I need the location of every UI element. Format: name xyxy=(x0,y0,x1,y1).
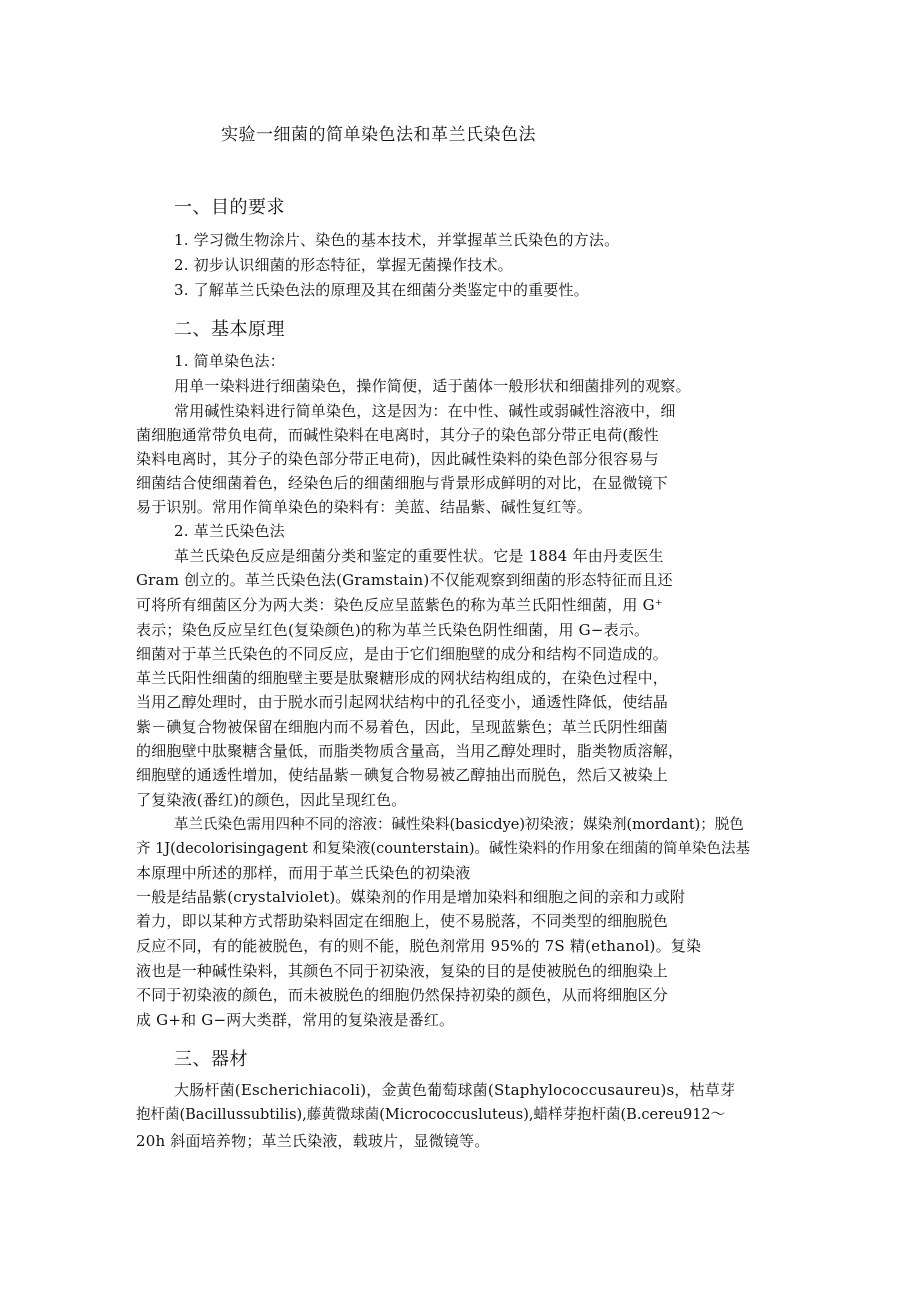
paragraph-line: 可将所有细菌区分为两大类：染色反应呈蓝紫色的称为革兰氏阳性细菌，用 G⁺ xyxy=(136,596,663,614)
paragraph-line: 紫－碘复合物被保留在细胞内而不易着色，因此，呈现蓝紫色；革兰氏阴性细菌 xyxy=(136,718,669,736)
section-heading-materials: 三、器材 xyxy=(174,1049,248,1070)
paragraph-line: 革兰氏染色反应是细菌分类和鉴定的重要性状。它是 1884 年由丹麦医生 xyxy=(174,547,664,565)
paragraph-line: 用单一染料进行细菌染色，操作简便，适于菌体一般形状和细菌排列的观察。 xyxy=(174,377,691,395)
paragraph-line: 不同于初染液的颜色，而未被脱色的细胞仍然保持初染的颜色，从而将细胞区分 xyxy=(136,986,669,1004)
subheading-gram-stain: 2. 革兰氏染色法 xyxy=(174,522,285,540)
goal-item: 1. 学习微生物涂片、染色的基本技术，并掌握革兰氏染色的方法。 xyxy=(174,231,620,249)
paragraph-line: 齐 1J(decolorisingagent 和复染液(counterstain)。碱性染料的作用象在细菌的简单染色法基 xyxy=(136,841,751,857)
paragraph-line: 革兰氏染色需用四种不同的溶液：碱性染料(basicdye)初染液；媒染剂(mordant)；脱色 xyxy=(174,817,744,833)
paragraph-line: 的细胞壁中肽聚糖含量低，而脂类物质含量高，当用乙醇处理时，脂类物质溶解， xyxy=(136,742,684,760)
paragraph-line: Gram 创立的。革兰氏染色法(Gramstain)不仅能观察到细菌的形态特征而且还 xyxy=(136,571,673,589)
materials-line: 抱杆菌(Bacillussubtilis),藤黄微球菌(Micrococcusluteus),蜡样芽抱杆菌(B.cereu912～ xyxy=(136,1107,726,1123)
paragraph-line: 当用乙醇处理时，由于脱水而引起网状结构中的孔径变小，通透性降低，使结晶 xyxy=(136,693,669,711)
subheading-simple-stain: 1. 简单染色法： xyxy=(174,352,285,370)
paragraph-line: 易于识别。常用作简单染色的染料有：美蓝、结晶紫、碱性复红等。 xyxy=(136,498,593,516)
paragraph-line: 细菌对于革兰氏染色的不同反应，是由于它们细胞壁的成分和结构不同造成的。 xyxy=(136,645,669,663)
paragraph-line: 染料电离时，其分子的染色部分带正电荷)，因此碱性染料的染色部分很容易与 xyxy=(136,450,659,468)
paragraph-line: 液也是一种碱性染料，其颜色不同于初染液，复染的目的是使被脱色的细胞染上 xyxy=(136,962,669,980)
section-heading-principle: 二、基本原理 xyxy=(174,319,285,340)
paragraph-line: 细胞壁的通透性增加，使结晶紫－碘复合物易被乙醇抽出而脱色，然后又被染上 xyxy=(136,766,669,784)
paragraph-line: 常用碱性染料进行简单染色，这是因为：在中性、碱性或弱碱性溶液中，细 xyxy=(174,402,676,420)
paragraph-line: 革兰氏阳性细菌的细胞壁主要是肽聚糖形成的网状结构组成的，在染色过程中， xyxy=(136,669,669,687)
paragraph-line: 本原理中所述的那样，而用于革兰氏染色的初染液 xyxy=(136,864,471,882)
section-heading-goals: 一、目的要求 xyxy=(174,197,285,218)
paragraph-line: 表示；染色反应呈红色(复染颜色)的称为革兰氏染色阴性细菌，用 G−表示。 xyxy=(136,621,650,639)
goal-item: 3. 了解革兰氏染色法的原理及其在细菌分类鉴定中的重要性。 xyxy=(174,281,589,299)
materials-line: 20h 斜面培养物；革兰氏染液，载玻片，显微镜等。 xyxy=(136,1132,490,1150)
paragraph-line: 着力，即以某种方式帮助染料固定在细胞上，使不易脱落，不同类型的细胞脱色 xyxy=(136,912,669,930)
document-title: 实验一细菌的简单染色法和革兰氏染色法 xyxy=(221,125,536,145)
paragraph-line: 菌细胞通常带负电荷，而碱性染料在电离时，其分子的染色部分带正电荷(酸性 xyxy=(136,426,659,444)
paragraph-line: 了复染液(番红)的颜色，因此呈现红色。 xyxy=(136,791,407,809)
paragraph-line: 细菌结合使细菌着色，经染色后的细菌细胞与背景形成鲜明的对比，在显微镜下 xyxy=(136,474,669,492)
paragraph-line: 反应不同，有的能被脱色，有的则不能，脱色剂常用 95%的 7S 精(ethanol)。复染 xyxy=(136,937,702,955)
materials-line: 大肠杆菌(Escherichiacoli)，金黄色葡萄球菌(Staphylococcusaureu)s，枯草芽 xyxy=(174,1081,736,1099)
paragraph-line: 一般是结晶紫(crystalviolet)。媒染剂的作用是增加染料和细胞之间的亲和力或附 xyxy=(136,888,686,906)
goal-item: 2. 初步认识细菌的形态特征，掌握无菌操作技术。 xyxy=(174,256,513,274)
paragraph-line: 成 G+和 G−两大类群，常用的复染液是番红。 xyxy=(136,1011,455,1029)
